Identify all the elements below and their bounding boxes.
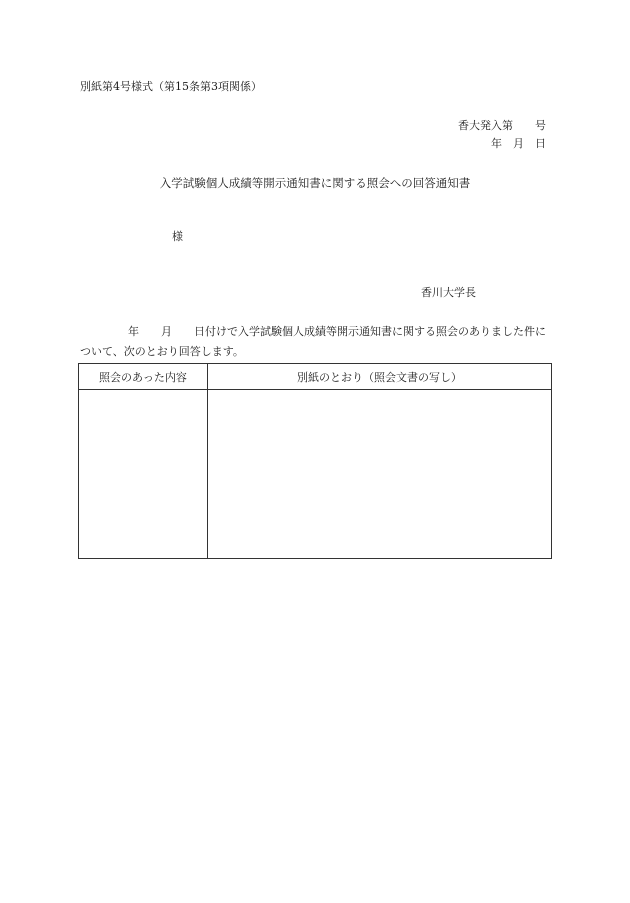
- document-title: 入学試験個人成績等開示通知書に関する照会への回答通知書: [159, 176, 471, 190]
- addressee: 様: [172, 230, 183, 243]
- form-reference: 別紙第4号様式（第15条第3項関係）: [80, 80, 262, 93]
- table-cell-reply: [208, 390, 552, 559]
- sender: 香川大学長: [421, 286, 476, 299]
- body-paragraph: [80, 322, 552, 362]
- reference-number: 香大発入第 号: [458, 119, 546, 132]
- reply-table: [78, 363, 552, 559]
- body-text: 年 月 日付けで入学試験個人成績等開示通知書に関する照会のありました件について、次のとおり回答します。: [80, 325, 546, 358]
- table-header-reply: 別紙のとおり（照会文書の写し）: [208, 364, 552, 390]
- table-row: [79, 390, 552, 559]
- date-line: 年 月 日: [491, 137, 546, 150]
- table-header-row: [79, 364, 552, 390]
- table-cell-inquiry: [79, 390, 208, 559]
- table-header-inquiry-content: 照会のあった内容: [79, 364, 208, 390]
